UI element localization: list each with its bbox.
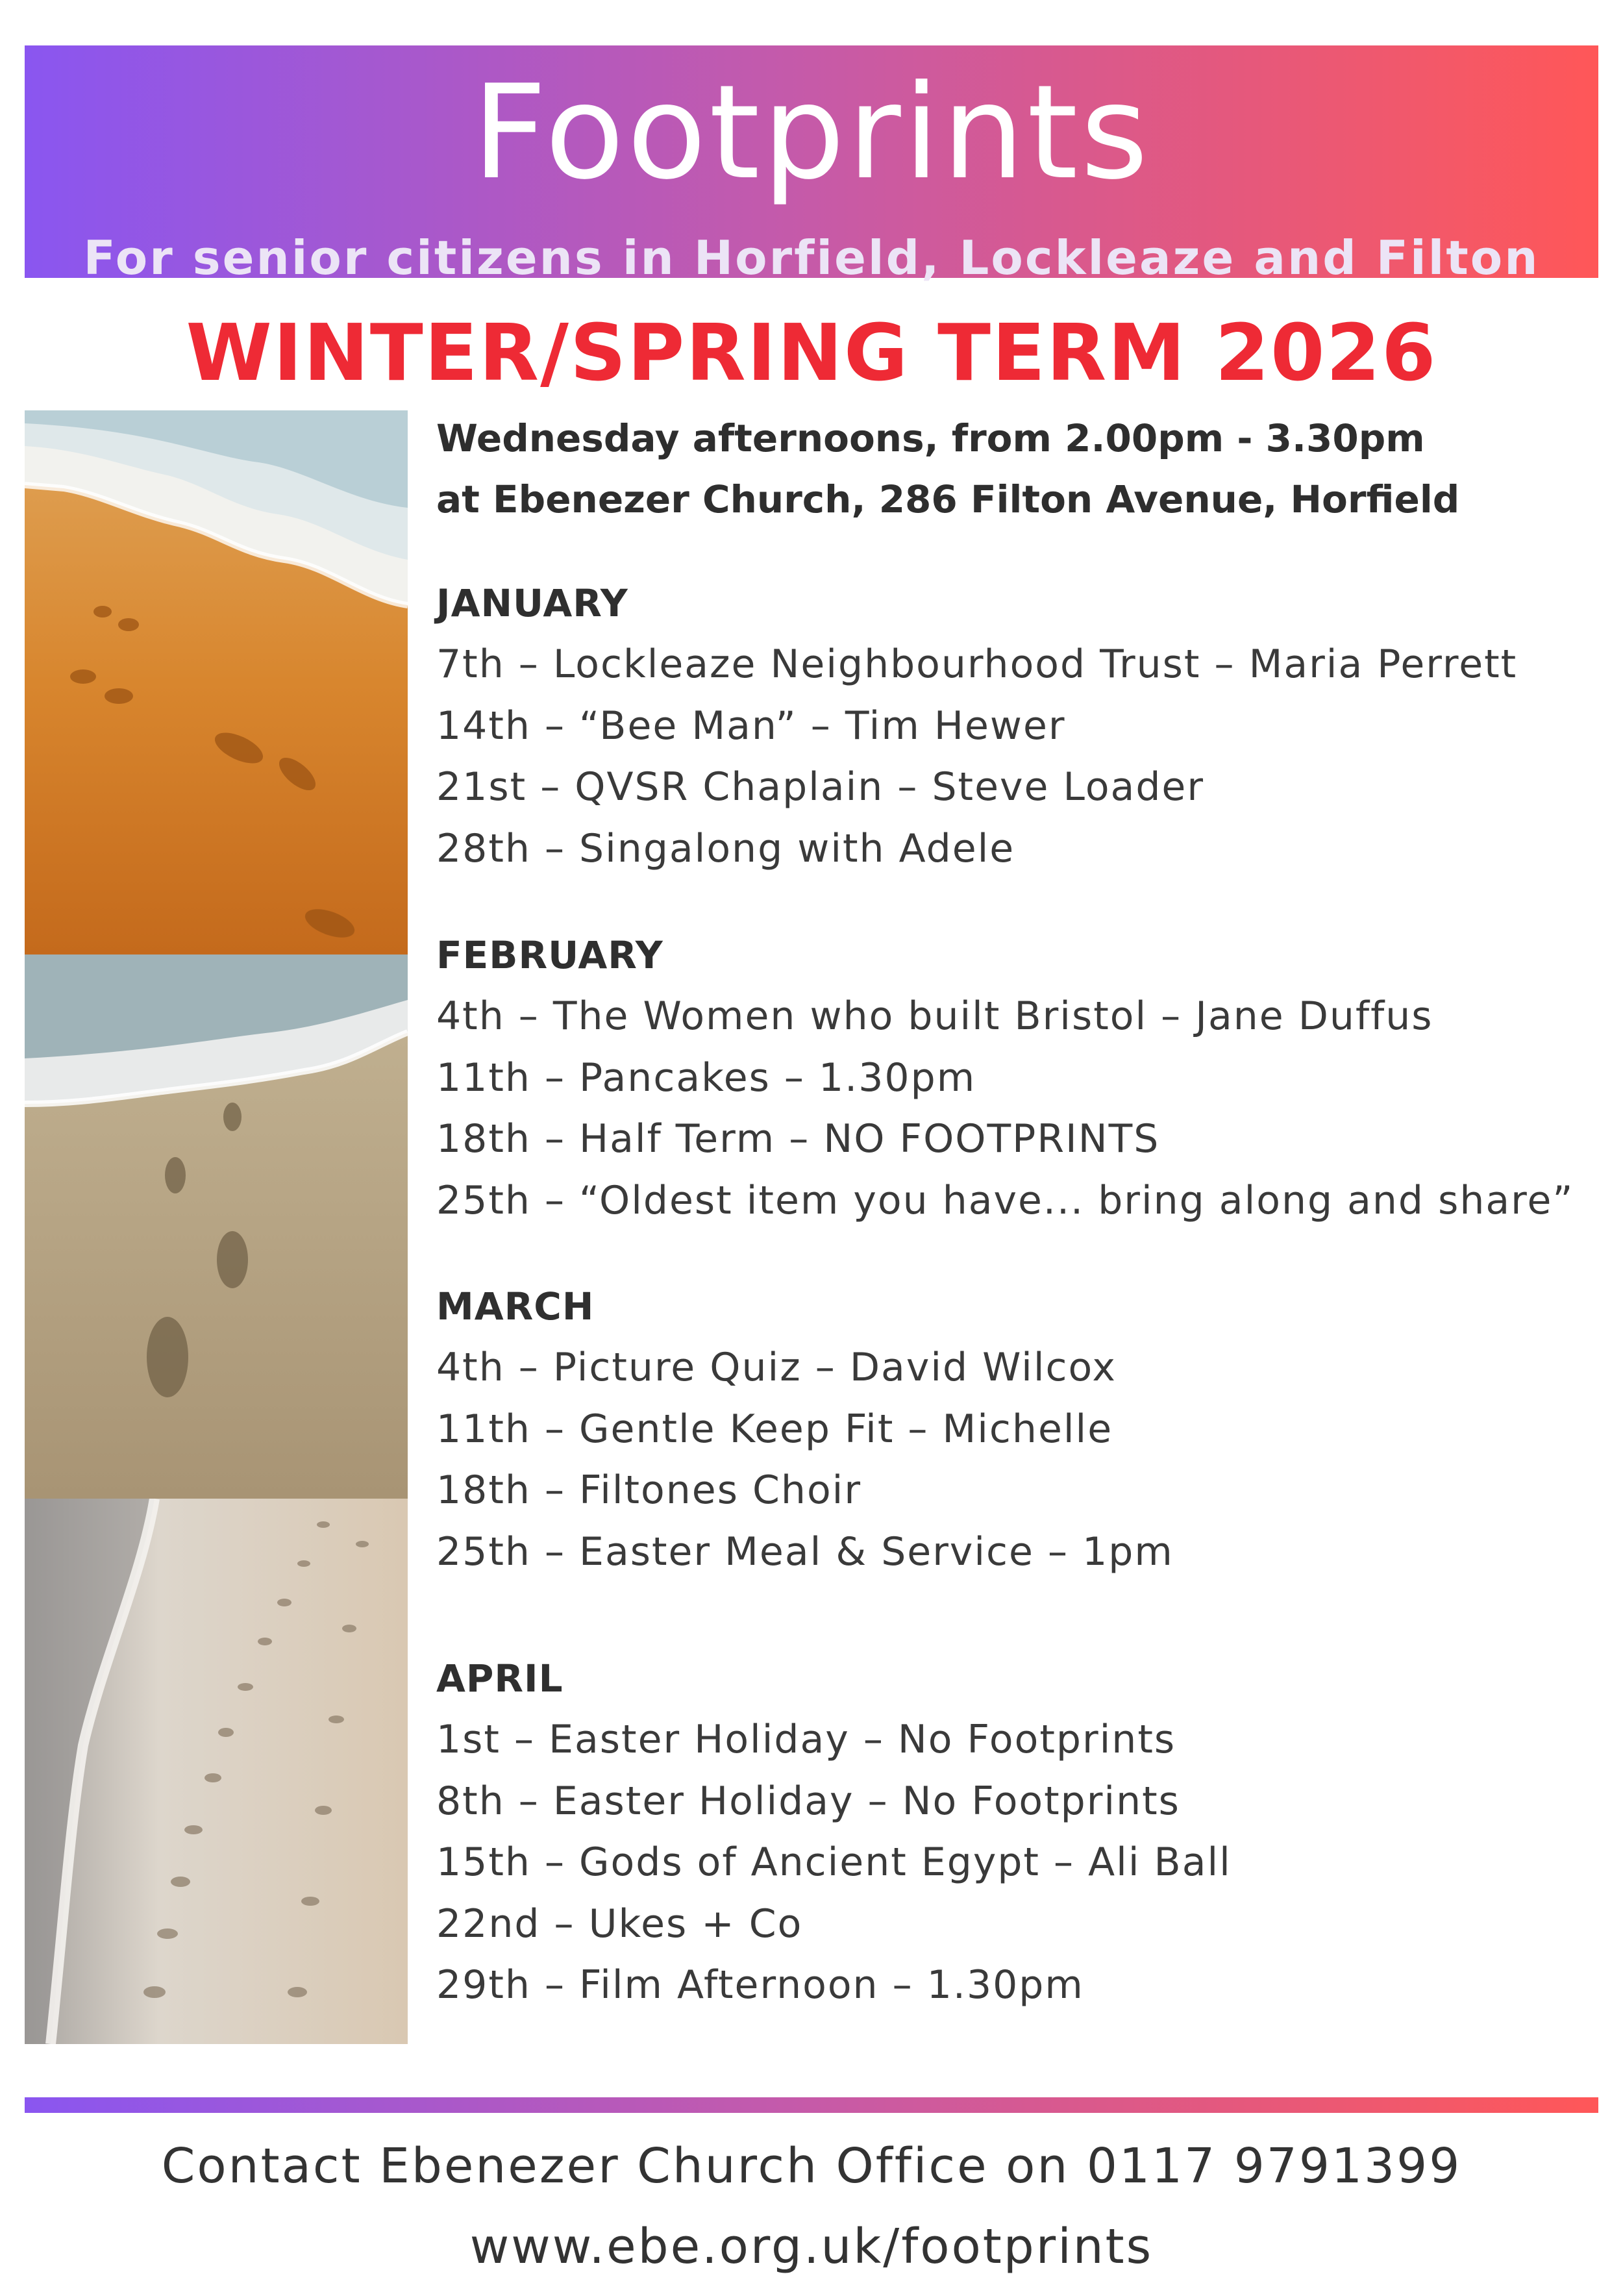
event-item: 21st – QVSR Chaplain – Steve Loader — [436, 764, 1204, 810]
event-item: 7th – Lockleaze Neighbourhood Trust – Maria Perrett — [436, 642, 1518, 687]
event-item: 28th – Singalong with Adele — [436, 825, 1015, 871]
event-item: 22nd – Ukes + Co — [436, 1901, 803, 1947]
month-heading: FEBRUARY — [436, 933, 663, 977]
banner-title: Footprints — [472, 57, 1151, 208]
month-heading: MARCH — [436, 1284, 595, 1329]
term-title: WINTER/SPRING TERM 2026 — [186, 308, 1437, 399]
beach-footprints-photo-light — [25, 1499, 408, 2044]
event-item: 29th – Film Afternoon – 1.30pm — [436, 1962, 1084, 2008]
footer-website-link[interactable]: www.ebe.org.uk/footprints — [469, 2219, 1154, 2275]
footer-contact: Contact Ebenezer Church Office on 0117 9791399 — [161, 2138, 1462, 2194]
event-item: 15th – Gods of Ancient Egypt – Ali Ball — [436, 1840, 1232, 1885]
event-item: 4th – The Women who built Bristol – Jane Duffus — [436, 993, 1433, 1039]
meeting-info — [436, 408, 1598, 530]
month-section-march — [436, 1276, 1605, 1582]
event-item: 8th – Easter Holiday – No Footprints — [436, 1778, 1180, 1824]
event-item: 11th – Gentle Keep Fit – Michelle — [436, 1406, 1113, 1452]
month-section-february — [436, 925, 1605, 1231]
month-heading: APRIL — [436, 1656, 564, 1701]
meeting-venue: at Ebenezer Church, 286 Filton Avenue, Horfield — [436, 477, 1460, 521]
footer-divider-bar — [25, 2097, 1598, 2113]
month-section-january — [436, 573, 1605, 879]
banner-subtitle: For senior citizens in Horfield, Lockleaze and Filton — [83, 231, 1540, 285]
month-heading: JANUARY — [436, 581, 628, 625]
header-banner — [25, 45, 1598, 285]
event-item: 25th – Easter Meal & Service – 1pm — [436, 1529, 1174, 1575]
event-item: 25th – “Oldest item you have... bring along and share” — [436, 1177, 1574, 1223]
meeting-time: Wednesday afternoons, from 2.00pm - 3.30pm — [436, 416, 1425, 460]
event-item: 11th – Pancakes – 1.30pm — [436, 1054, 976, 1101]
beach-footprints-photo-grey — [25, 955, 408, 1499]
event-item: 18th – Half Term – NO FOOTPRINTS — [436, 1116, 1160, 1162]
event-item: 14th – “Bee Man” – Tim Hewer — [436, 703, 1066, 749]
event-item: 18th – Filtones Choir — [436, 1467, 862, 1513]
event-item: 1st – Easter Holiday – No Footprints — [436, 1717, 1176, 1762]
month-section-april — [436, 1648, 1605, 2016]
event-item: 4th – Picture Quiz – David Wilcox — [436, 1345, 1117, 1390]
beach-footprints-photo-orange — [25, 410, 408, 955]
